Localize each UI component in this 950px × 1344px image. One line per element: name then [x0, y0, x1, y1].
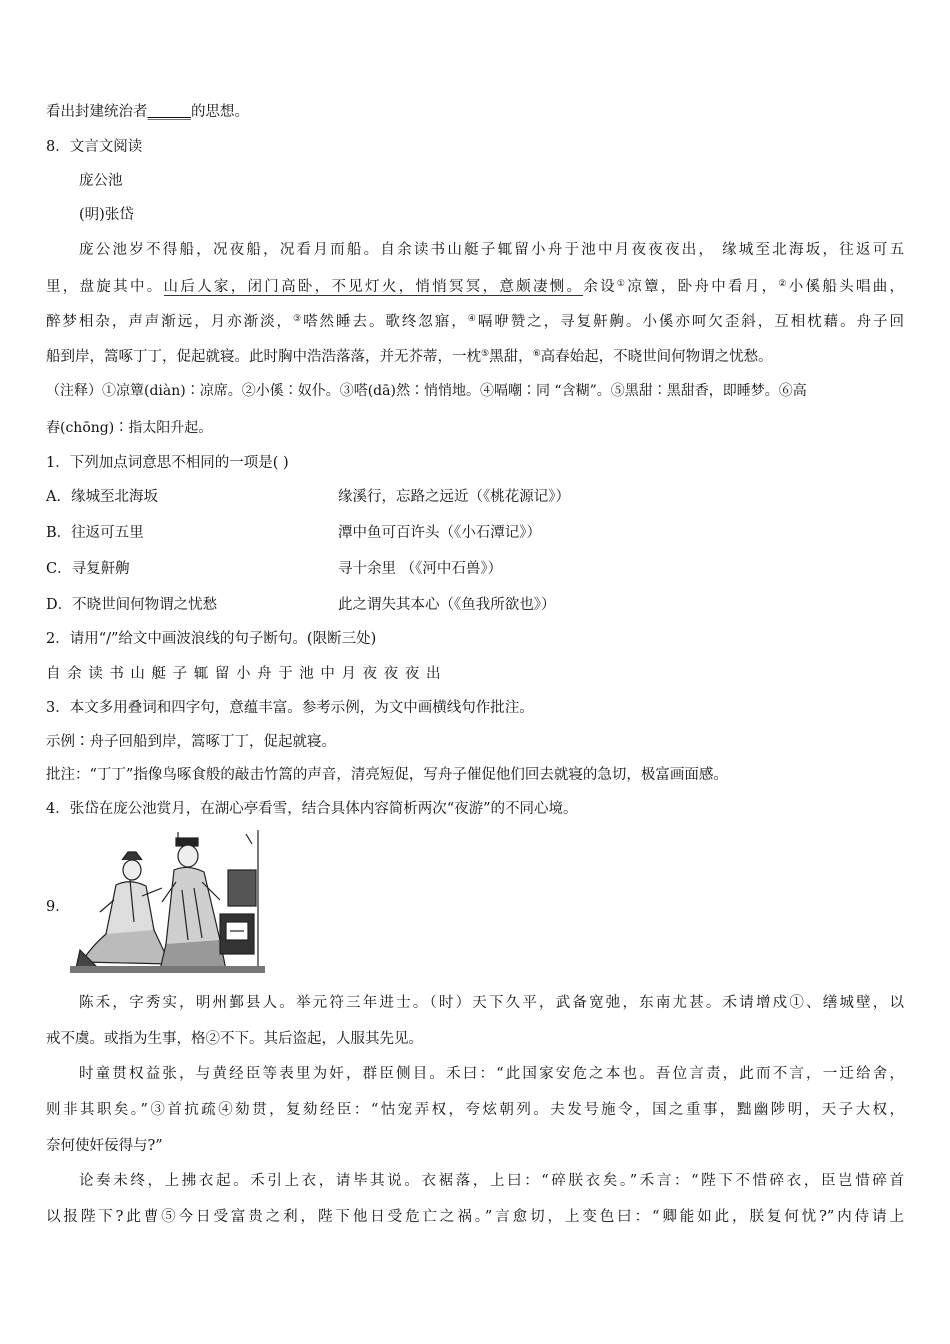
- sub-question-4: 4．张岱在庞公池赏月，在湖心亭看雪，结合具体内容简析两次“夜游”的不同心境。: [46, 801, 578, 817]
- passage-text: 小傒船头唱曲，: [788, 279, 905, 295]
- passage-text: 凉簟，卧舟中看月，: [627, 279, 779, 295]
- footnote-marker: ⑤: [481, 349, 490, 359]
- footnote-marker: ②: [778, 279, 789, 289]
- footnote-marker: ①: [616, 279, 628, 289]
- comment-line: 批注：“丁丁”指像鸟啄食般的敲击竹篙的声音，清亮短促，写舟子催促他们回去就寝的急切，极富画面感。: [46, 767, 728, 783]
- historical-figures-illustration: [70, 830, 265, 973]
- footnote-marker: ③: [293, 314, 304, 324]
- q9-para-2a: 时童贯权益张，与黄经臣等表里为奸，群臣侧目。禾曰：“此国家安危之本也。吾位言责，此而不言，一迁给舍，: [79, 1066, 904, 1082]
- option-d: [46, 595, 904, 615]
- passage-text: 里，盘旋其中。: [46, 279, 164, 295]
- option-left: A．缘城至北海坂: [46, 489, 158, 505]
- poem-title: 庞公池: [79, 173, 123, 189]
- notes-line-1: （注释）①凉簟(diàn)∶凉席。②小傒∶奴仆。③嗒(dā)然∶悄悄地。④嗝嘲∶同 “含糊”。⑤黑甜∶黑甜香，即睡梦。⑥高: [46, 383, 807, 399]
- footnote-marker: ④: [467, 314, 478, 324]
- sub-question-2: 2．请用“/”给文中画波浪线的句子断句。(限断三处): [46, 631, 377, 647]
- passage-text: 余设: [583, 279, 617, 295]
- footnote-marker: ⑥: [532, 349, 541, 359]
- punctuation-sentence: 自 余 读 书 山 艇 子 辄 留 小 舟 于 池 中 月 夜 夜 夜 出: [46, 666, 442, 682]
- option-right: 寻十余里 （《河中石兽》）: [338, 561, 503, 577]
- option-left: D．不晓世间何物谓之忧愁: [46, 597, 218, 613]
- notes-line-2: 舂(chōng)∶指太阳升起。: [46, 420, 213, 436]
- example-line: 示例∶舟子回船到岸，篙啄丁丁，促起就寝。: [46, 734, 336, 750]
- passage-line-3: [46, 309, 904, 332]
- option-b: [46, 523, 904, 543]
- q9-para-2b: 则非其职矣。”③首抗疏④劾贯，复劾经臣：“怙宠弄权，夸炫朝列。夫发号施令，国之重事，黜幽陟明，天子大权，: [46, 1102, 904, 1118]
- author-line: (明)张岱: [79, 207, 134, 223]
- passage-line-1: [79, 240, 904, 260]
- q9-para-1b: 戒不虞。或指为生事，格②不下。其后盗起，人服其先见。: [46, 1031, 423, 1047]
- q9-number: 9．: [46, 899, 70, 915]
- q9-para-3b: 以报陛下?此曹⑤今日受富贵之利，陛下他日受危亡之祸。”言愈切，上变色曰：“卿能如此，朕复何忧?”内侍请上: [46, 1209, 904, 1225]
- option-right: 潭中鱼可百许头（《小石潭记》）: [338, 525, 541, 541]
- passage-text: 嗒然睡去。歌终忽寤，: [303, 314, 468, 330]
- passage-text: 船到岸，篙啄丁丁，促起就寝。此时胸中浩浩落落，并无芥蒂，一枕: [46, 349, 481, 365]
- option-a: [46, 487, 904, 507]
- sub-question-1: 1．下列加点词意思不相同的一项是( ): [46, 455, 289, 471]
- sub-question-3: 3．本文多用叠词和四字句，意蕴丰富。参考示例，为文中画横线句作批注。: [46, 700, 534, 716]
- option-c: [46, 559, 904, 579]
- fill-blank: ______: [147, 104, 191, 120]
- passage-text: 嗝咿赞之，寻复鼾齁。小傒亦呵欠歪斜，互相枕藉。舟子回: [477, 314, 905, 330]
- option-right: 缘溪行，忘路之远近（《桃花源记》）: [338, 489, 570, 505]
- q9-para-2c: 奈何使奸佞得与?”: [46, 1138, 163, 1154]
- q9-para-1a: 陈禾，字秀实，明州鄞县人。举元符三年进士。（时）天下久平，武备宽弛，东南尤甚。禾请增戍①、缮城壁，以: [79, 995, 904, 1011]
- option-right: 此之谓失其本心（《鱼我所欲也》）: [338, 597, 556, 613]
- option-left: C．寻复鼾齁: [46, 561, 130, 577]
- passage-text: 醉梦相杂，声声渐远，月亦渐淡，: [46, 314, 294, 330]
- top-line: [46, 102, 904, 122]
- q9-para-3a: 论奏未终，上拂衣起。禾引上衣，请毕其说。衣裾落，上曰：“碎朕衣矣。”禾言：“陛下不惜碎衣，臣岂惜碎首: [79, 1173, 904, 1189]
- passage-line-4: [46, 344, 904, 367]
- passage-text: 黑甜，: [489, 349, 533, 365]
- top-line-end: 的思想。: [191, 104, 249, 120]
- option-left: B．往返可五里: [46, 525, 144, 541]
- q8-heading: 8．文言文阅读: [46, 139, 143, 155]
- underlined-sentence: 山后人家，闭门高卧，不见灯火，悄悄冥冥，意颇凄恻。: [163, 279, 584, 295]
- passage-text: 庞公池岁不得船，况夜船，况看月而船。自余读书山艇子辄留小舟于池中月夜夜夜出， 缘城至北海坂，往返可五: [79, 242, 904, 258]
- passage-line-2: [46, 274, 904, 297]
- passage-text: 高春始起，不晓世间何物谓之忧愁。: [540, 349, 773, 365]
- top-line-text: 看出封建统治者: [46, 104, 148, 120]
